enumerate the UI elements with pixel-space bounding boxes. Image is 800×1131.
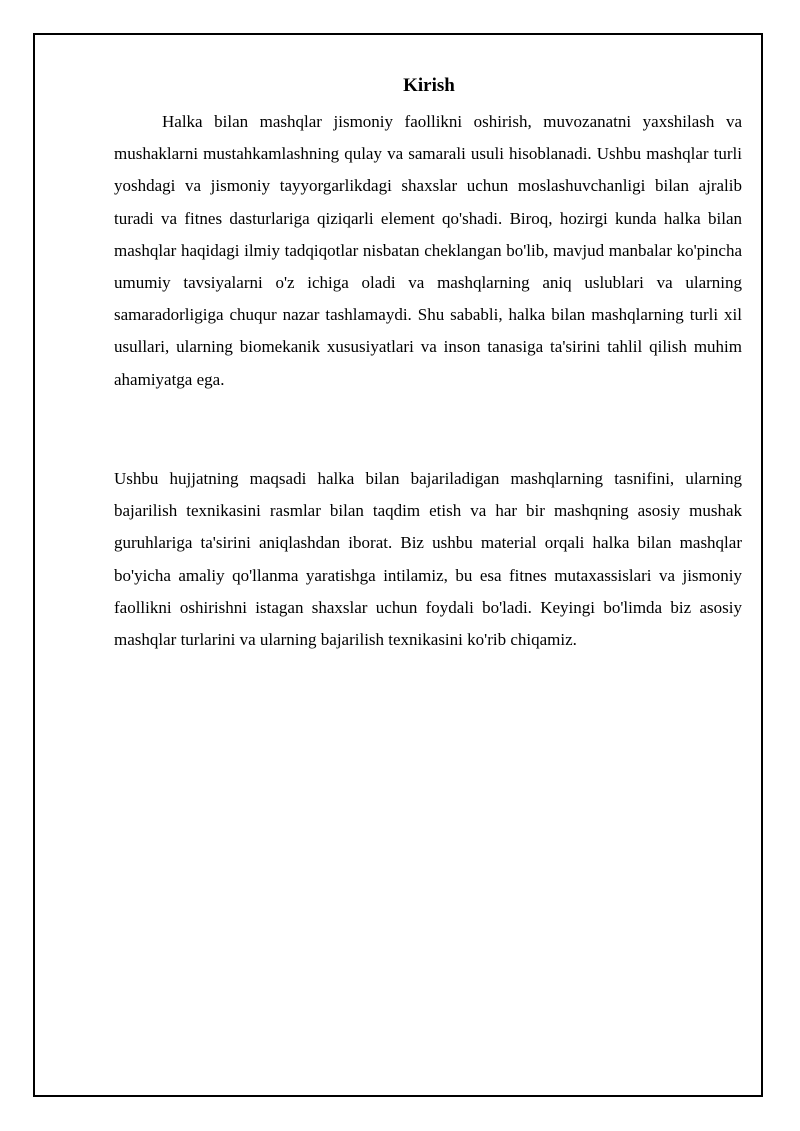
paragraph-purpose: Ushbu hujjatning maqsadi halka bilan bajariladigan mashqlarning tasnifini, ularning bajarilish texnikasini rasmlar bilan taqdim etish va har bir mashqning asosiy mushak guruhlariga ta'sirini aniqlashdan iborat. Biz ushbu material orqali halka bilan mashqlar bo'yicha amaliy qo'llanma yaratishga intilamiz, bu esa fitnes mutaxassislari va jismoniy faollikni oshirishni istagan shaxslar uchun foydali bo'ladi. Keyingi bo'limda biz asosiy mashqlar turlarini va ularning bajarilish texnikasini ko'rib chiqamiz. [114, 469, 742, 650]
page-title: Kirish [403, 75, 455, 96]
paragraph-intro: Halka bilan mashqlar jismoniy faollikni oshirish, muvozanatni yaxshilash va mushaklarni mustahkamlashning qulay va samarali usuli hisoblanadi. Ushbu mashqlar turli yoshdagi va jismoniy tayyorgarlikdagi shaxslar uchun moslashuvchanligi bilan ajralib turadi va fitnes dasturlariga qiziqarli element qo'shadi. Biroq, hozirgi kunda halka bilan mashqlar haqidagi ilmiy tadqiqotlar nisbatan cheklangan bo'lib, mavjud manbalar ko'pincha umumiy tavsiyalarni o'z ichiga oladi va mashqlarning aniq uslublari va ularning samaradorligiga chuqur nazar tashlamaydi. Shu sababli, halka bilan mashqlarning turli xil usullari, ularning biomekanik xususiyatlari va inson tanasiga ta'sirini tahlil qilish muhim ahamiyatga ega. [114, 112, 742, 389]
